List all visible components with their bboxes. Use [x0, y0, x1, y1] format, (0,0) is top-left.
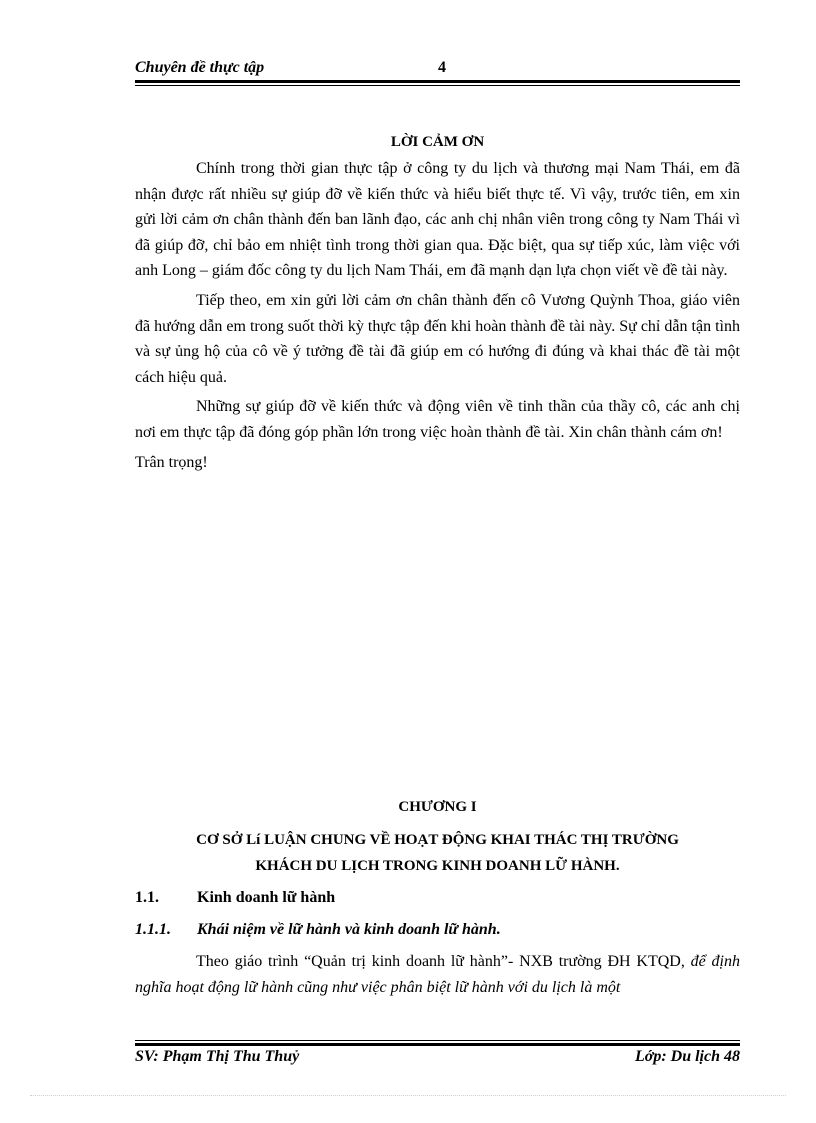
subsection-number: 1.1.1. [135, 921, 171, 938]
paragraph-normal-text: Theo giáo trình “Quản trị kinh doanh lữ hành”- NXB trường ĐH KTQD, [196, 953, 691, 970]
chapter-section [135, 795, 740, 1001]
chapter-subtitle-line2: KHÁCH DU LỊCH TRONG KINH DOANH LỮ HÀNH. [255, 858, 620, 874]
page-number: 4 [438, 59, 446, 76]
footer-rule-thick [135, 1043, 740, 1046]
paragraph-3: Những sự giúp đỡ về kiến thức và động viên về tinh thần của thầy cô, các anh chị nơi em thực tập đã đóng góp phần lớn trong việc hoàn thành đề tài. Xin chân thành cám ơn! [135, 398, 740, 441]
header-rule-thick [135, 80, 740, 83]
page-boundary-dots [30, 1095, 786, 1096]
paragraph-1: Chính trong thời gian thực tập ở công ty du lịch và thương mại Nam Thái, em đã nhận được rất nhiều sự giúp đỡ về kiến thức và hiểu biết thực tế. Vì vậy, trước tiên, em xin gửi lời cảm ơn chân thành đến ban lãnh đạo, các anh chị nhân viên trong công ty Nam Thái vì đã giúp đỡ, chỉ bảo em nhiệt tình trong thời gian qua. Đặc biệt, qua sự tiếp xúc, làm việc với anh Long – giám đốc công ty du lịch Nam Thái, em đã mạnh dạn lựa chọn viết về đề tài này. [135, 160, 740, 280]
section-heading-1-1-1 [135, 917, 740, 943]
section-number: 1.1. [135, 889, 159, 906]
footer-rule-thin [135, 1040, 740, 1041]
page-header [135, 57, 740, 79]
chapter-title: CHƯƠNG I [398, 799, 477, 815]
subsection-heading-text: Khái niệm về lữ hành và kinh doanh lữ hành. [197, 921, 501, 938]
chapter-subtitle-line1: CƠ SỞ Lí LUẬN CHUNG VỀ HOẠT ĐỘNG KHAI THÁC THỊ TRƯỜNG [196, 832, 679, 848]
footer-student: SV: Phạm Thị Thu Thuỷ [135, 1048, 300, 1065]
section-heading-1-1 [135, 885, 740, 911]
section-heading-text: Kinh doanh lữ hành [197, 889, 336, 906]
section-title: LỜI CẢM ƠN [390, 134, 485, 150]
header-rule-thin [135, 85, 740, 86]
page-footer [135, 1048, 740, 1070]
footer-class: Lớp: Du lịch 48 [634, 1048, 740, 1065]
paragraph-italic-text: để định nghĩa hoạt động lữ hành cũng như việc phân biệt lữ hành với du lịch là một [135, 953, 741, 996]
chapter-paragraph [135, 949, 740, 1001]
acknowledgement-section [135, 130, 740, 479]
paragraph-2: Tiếp theo, em xin gửi lời cảm ơn chân thành đến cô Vương Quỳnh Thoa, giáo viên đã hướng dẫn em trong suốt thời kỳ thực tập đến khi hoàn thành đề tài này. Sự chỉ dẫn tận tình và sự ủng hộ của cô về ý tưởng đề tài đã giúp em có hướng đi đúng và khai thác đề tài một cách hiệu quả. [135, 291, 740, 386]
header-title: Chuyên đề thực tập [135, 59, 265, 76]
closing: Trân trọng! [135, 453, 208, 471]
